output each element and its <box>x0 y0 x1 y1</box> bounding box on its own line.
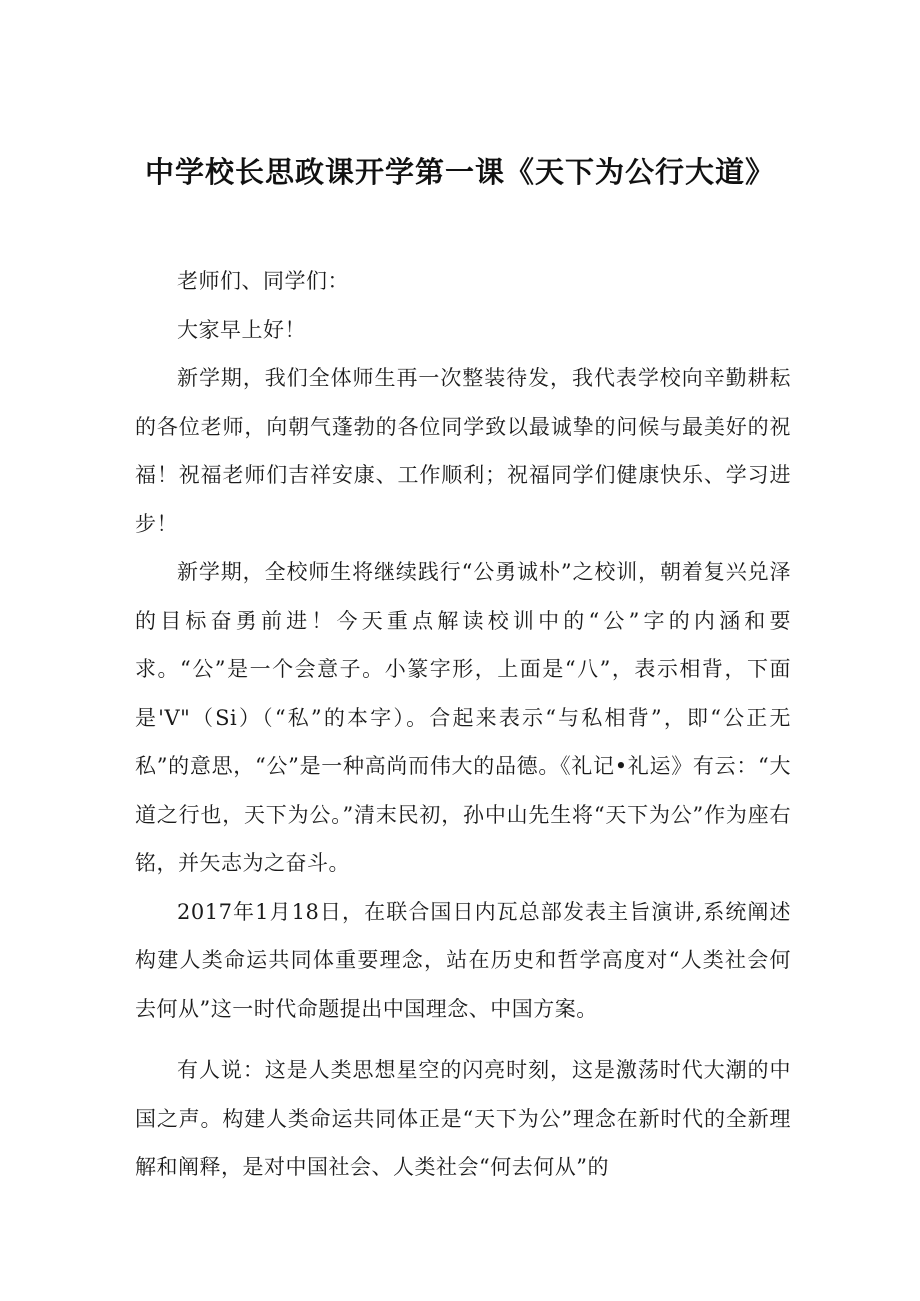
body-paragraph: 2017年1月18日，在联合国日内瓦总部发表主旨演讲,系统阐述构建人类命运共同体重要理念，站在历史和哲学高度对“人类社会何去何从”这一时代命题提出中国理念、中国方案。 <box>135 899 791 1021</box>
document-body <box>135 257 791 1192</box>
body-paragraph: 新学期，全校师生将继续践行“公勇诚朴”之校训，朝着复兴兑泽的目标奋勇前进！今天重点解读校训中的“公”字的内涵和要求。“公”是一个会意子。小篆字形，上面是“八”，表示相背，下面是'V"（Si）（“私”的本字）。合起来表示“与私相背”，即“公正无私”的意思，“公”是一种高尚而伟大的品德。《礼记•礼运》有云：“大道之行也，天下为公。”清末民初，孙中山先生将“天下为公”作为座右铭，并矢志为之奋斗。 <box>135 560 791 875</box>
salutation-paragraph: 大家早上好！ <box>177 317 306 342</box>
greeting-paragraph: 老师们、同学们： <box>177 269 349 293</box>
body-paragraph: 新学期，我们全体师生再一次整装待发，我代表学校向辛勤耕耘的各位老师，向朝气蓬勃的各位同学致以最诚挚的问候与最美好的祝福！祝福老师们吉祥安康、工作顺利；祝福同学们健康快乐、学习进步！ <box>135 366 791 536</box>
body-paragraph: 有人说：这是人类思想星空的闪亮时刻，这是激荡时代大潮的中国之声。构建人类命运共同体正是“天下为公”理念在新时代的全新理解和阐释，是对中国社会、人类社会“何去何从”的 <box>135 1058 791 1179</box>
document-title: 中学校长思政课开学第一课《天下为公行大道》 <box>144 155 775 189</box>
